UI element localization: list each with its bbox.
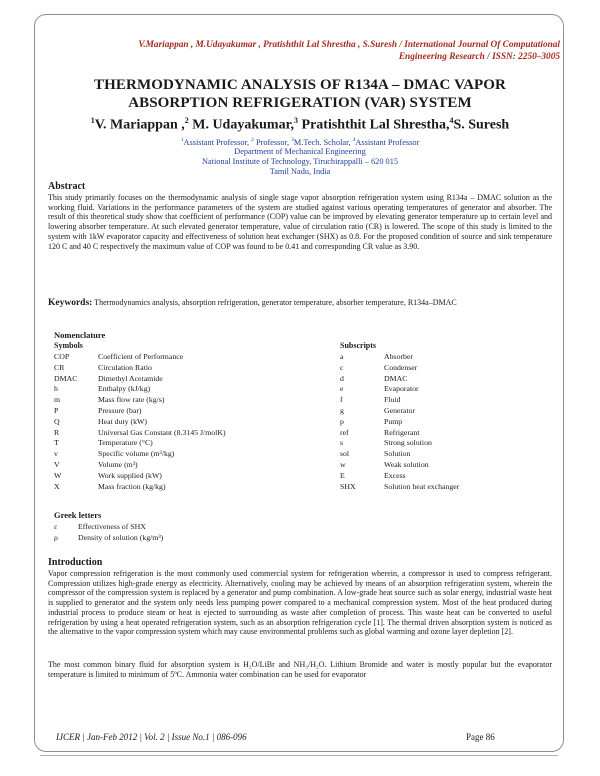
nomenclature-row	[54, 417, 304, 428]
nomenclature-row	[340, 406, 550, 417]
nomenclature-symbol: m	[54, 395, 61, 405]
nomenclature-symbol: V	[54, 459, 60, 469]
nomenclature-symbol: CR	[54, 362, 65, 372]
role-1: Assistant Professor,	[183, 137, 252, 147]
author-2: M. Udayakumar,	[188, 117, 295, 133]
nomenclature-description: Universal Gas Constant (8.3145 J/molK)	[98, 427, 226, 437]
nomenclature-symbol: ρ	[54, 532, 58, 542]
nomenclature-description: Condenser	[384, 362, 418, 372]
introduction-heading: Introduction	[48, 557, 103, 568]
nomenclature-symbol: T	[54, 438, 59, 448]
nomenclature-symbol: v	[54, 449, 58, 459]
nomenclature-row	[340, 384, 550, 395]
nomenclature-description: Pressure (bar)	[98, 405, 142, 415]
nomenclature-symbol: h	[54, 384, 58, 394]
nomenclature-row	[54, 384, 304, 395]
keywords	[48, 297, 548, 309]
role-4-marker: 4	[352, 137, 356, 143]
nomenclature-row	[54, 395, 304, 406]
role-3-marker: 3	[291, 137, 294, 143]
nomenclature-row	[54, 374, 304, 385]
nomenclature-description: Mass fraction (kg/kg)	[98, 481, 166, 491]
footer-page-number: Page 86	[466, 732, 495, 742]
nomenclature-description: Coefficient of Performance	[98, 352, 184, 361]
nomenclature-description: Circulation Ratio	[98, 362, 152, 372]
nomenclature-symbol: R	[54, 427, 60, 437]
nomenclature-description: Refrigerant	[384, 427, 420, 437]
paper-title-line2: ABSORPTION REFRIGERATION (VAR) SYSTEM	[128, 95, 472, 111]
running-header-line1: V.Mariappan , M.Udayakumar , Pratishthit Lal Shrestha , S.Suresh / International Journal Of Computational	[138, 40, 560, 50]
nomenclature-symbol: E	[340, 470, 345, 480]
footer-journal: IJCER | Jan-Feb 2012 | Vol. 2 | Issue No.1 | 086-096	[56, 732, 247, 742]
nomenclature-symbol: COP	[54, 352, 70, 361]
nomenclature-row	[340, 471, 550, 482]
nomenclature-description: DMAC	[384, 373, 408, 383]
author-1-marker: 1	[90, 116, 95, 125]
nomenclature-row	[340, 428, 550, 439]
nomenclature-symbol: g	[340, 405, 344, 415]
nomenclature-row	[54, 438, 304, 449]
role-3: M.Tech. Scholar,	[293, 137, 353, 147]
nomenclature-symbol: d	[340, 373, 344, 383]
nomenclature-description: Dimethyl Acetamide	[98, 373, 163, 383]
nomenclature-description: Pump	[384, 416, 403, 426]
nomenclature-description: Enthalpy (kJ/kg)	[98, 384, 151, 394]
nomenclature-row	[54, 428, 304, 439]
nomenclature-description: Evaporator	[384, 384, 419, 394]
nomenclature-symbol: X	[54, 481, 60, 491]
nomenclature-row	[54, 449, 304, 460]
greek-heading: Greek letters	[54, 510, 102, 520]
affiliation-department: Department of Mechanical Engineering	[234, 147, 366, 156]
nomenclature-description: Strong solution	[384, 438, 432, 448]
subscripts-heading: Subscripts	[340, 341, 377, 350]
nomenclature-description: Solution heat exchanger	[384, 481, 460, 491]
nomenclature-description: Generator	[384, 405, 416, 415]
nomenclature-row	[340, 482, 550, 493]
nomenclature-description: Volume (m³)	[98, 459, 138, 469]
keywords-text: Thermodynamics analysis, absorption refrigeration, generator temperature, absorber temperature, R134a–DMAC	[92, 298, 457, 307]
nomenclature-symbol: sol	[340, 449, 350, 459]
nomenclature-row	[340, 363, 550, 374]
nomenclature-description: Solution	[384, 449, 411, 459]
role-2: Professor,	[253, 137, 292, 147]
nomenclature-symbol: a	[340, 352, 344, 361]
nomenclature-symbol: s	[340, 438, 344, 448]
nomenclature-symbol: Q	[54, 416, 60, 426]
nomenclature-description: Density of solution (kg/m³)	[78, 532, 164, 542]
nomenclature-row	[54, 363, 304, 374]
nomenclature-symbol: ref	[340, 427, 349, 437]
role-1-marker: 1	[180, 137, 184, 143]
nomenclature-symbol: e	[340, 384, 344, 394]
nomenclature-description: Excess	[384, 470, 406, 480]
nomenclature-symbol: p	[340, 416, 344, 426]
nomenclature-description: Mass flow rate (kg/s)	[98, 395, 165, 405]
author-4: S. Suresh	[453, 117, 510, 133]
nomenclature-description: Heat duty (kW)	[98, 416, 147, 426]
nomenclature-symbol: W	[54, 470, 62, 480]
nomenclature-heading: Nomenclature	[54, 330, 106, 340]
role-4: Assistant Professor	[355, 137, 420, 147]
nomenclature-row	[340, 395, 550, 406]
symbols-list	[54, 352, 304, 492]
abstract-heading: Abstract	[48, 181, 86, 192]
author-2-marker: 2	[184, 116, 189, 125]
affiliation-roles	[0, 137, 600, 147]
running-header-line2: Engineering Research / ISSN: 2250–3005	[398, 52, 560, 62]
nomenclature-description: Temperature (°C)	[98, 438, 153, 448]
introduction-paragraph-1: Vapor compression refrigeration is the most commonly used commercial system for refrigeration wherein, a compressor is used to compress refrigerant. Compression utilizes high-grade energy as electricity. Alternatively, cooling may be achieved by means of an absorption refrigeration system, wherein the compressor of the compression system is replaced by a generator and pump combination. A low-grade heat source such as solar energy, industrial waste heat is supplied to generator and the system only needs less pumping power compared to a mechanical compression system. Most of the heat produced during industrial process to produce steam or heat is ejected to surrounding as waste after completion of process. This waste heat can be converted to useful refrigeration by using a heat operated refrigeration system, such as an absorption refrigeration cycle [1]. The thermal driven absorption system is noticed as the alternative to the vapor compression system which may cause environmental problems such as global warming and ozone layer depletion [2].	[48, 569, 552, 637]
affiliation-institute: National Institute of Technology, Tiruchirappalli – 620 015	[202, 157, 398, 166]
paper-title-line1: THERMODYNAMIC ANALYSIS OF R134A – DMAC VAPOR	[94, 77, 506, 93]
page-bottom-rule	[40, 755, 558, 756]
subscripts-list	[340, 352, 550, 492]
author-1: V. Mariappan ,	[94, 117, 185, 133]
nomenclature-row	[54, 352, 304, 363]
author-list	[0, 116, 600, 134]
nomenclature-description: Effectiveness of SHX	[78, 522, 146, 531]
nomenclature-row	[54, 406, 304, 417]
nomenclature-row	[340, 417, 550, 428]
affiliation-state: Tamil Nadu, India	[269, 167, 331, 176]
author-3-marker: 3	[294, 116, 299, 125]
nomenclature-row	[54, 482, 304, 493]
nomenclature-row	[340, 460, 550, 471]
keywords-label: Keywords:	[48, 298, 93, 308]
nomenclature-symbol: f	[340, 395, 343, 405]
author-3: Pratishthit Lal Shrestha,	[298, 117, 450, 133]
nomenclature-row	[340, 438, 550, 449]
nomenclature-symbol: c	[340, 362, 344, 372]
nomenclature-description: Specific volume (m³/kg)	[98, 449, 175, 459]
nomenclature-description: Absorber	[384, 352, 414, 361]
nomenclature-symbol: ε	[54, 522, 58, 531]
nomenclature-row	[340, 449, 550, 460]
role-2-marker: 2	[251, 137, 254, 143]
introduction-paragraph-2: The most common binary fluid for absorption system is H₂O/LiBr and NH₃/H₂O. Lithium Bromide and water is mostly popular but the evaporator temperature is limited to minimum of 5ºC. Ammonia water combination can be used for evaporator	[48, 660, 552, 679]
nomenclature-description: Work supplied (kW)	[98, 470, 162, 480]
nomenclature-row	[340, 374, 550, 385]
nomenclature-row	[54, 460, 304, 471]
nomenclature-row	[340, 352, 550, 363]
nomenclature-symbol: SHX	[340, 481, 356, 491]
author-4-marker: 4	[449, 116, 454, 125]
nomenclature-symbol: P	[54, 405, 59, 415]
nomenclature-description: Fluid	[384, 395, 401, 405]
symbols-heading: Symbols	[54, 341, 83, 350]
abstract-text: This study primarily focuses on the thermodynamic analysis of single stage vapor absorption refrigeration system using R134a – DMAC solution as the working fluid. Variations in the performance parameters of the system are studied against various operating temperatures of generator and absorber. The result of this theoretical study show that coefficient of performance (COP) value can be improved by elevating generator temperature up to certain level and lowering absorber temperature. At such elevated generator temperature, value of circulation ratio (CR) is lowered. The scope of this study is limited to the system with 1kW evaporator capacity and effectiveness of solution heat exchanger (SHX) as 0.8. For the proposed condition of source and sink temperature 120 C and 40 C respectively the maximum value of COP was found to be 0.41 and corresponding CR value as 3.90.	[48, 193, 552, 251]
nomenclature-symbol: w	[340, 459, 346, 469]
nomenclature-row	[54, 471, 304, 482]
nomenclature-symbol: DMAC	[54, 373, 78, 383]
nomenclature-description: Weak solution	[384, 459, 429, 469]
